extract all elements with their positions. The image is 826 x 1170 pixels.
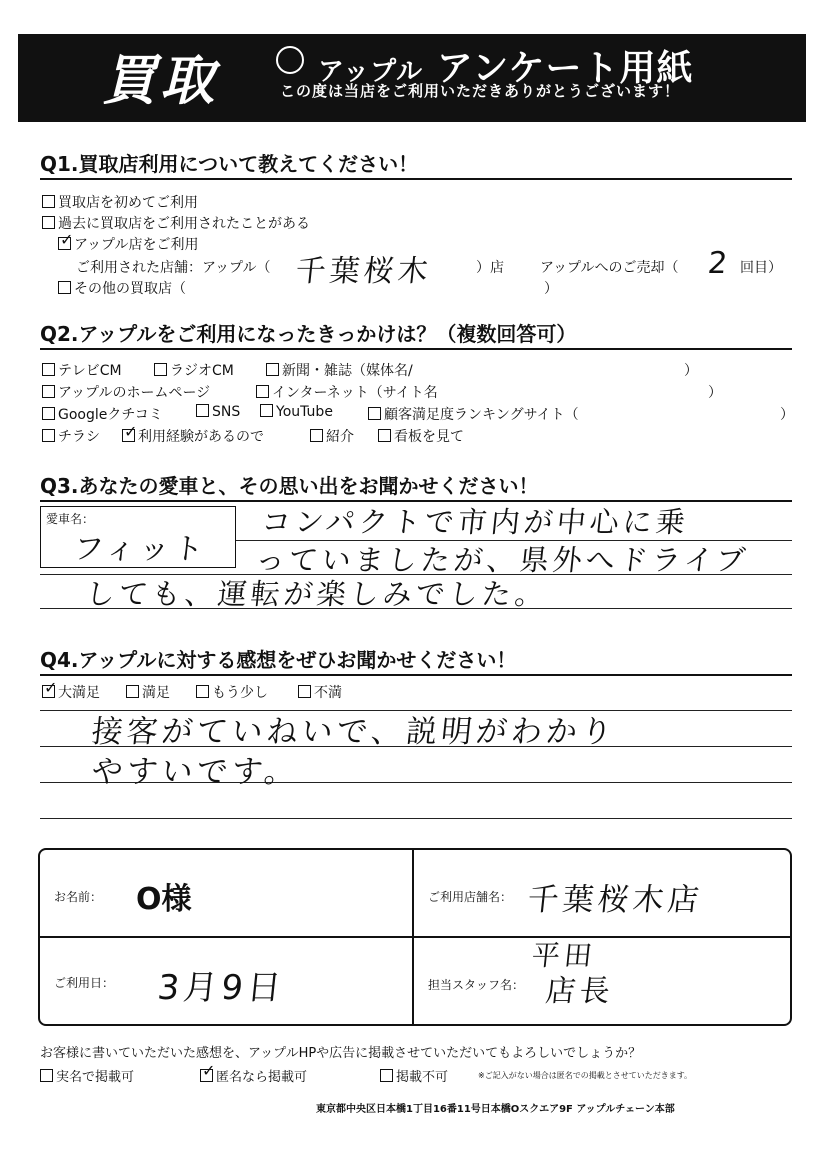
use-date-value[interactable]: 3月9日 (155, 968, 287, 1008)
q1-opt-first-label: 買取店を初めてご利用 (58, 195, 198, 211)
q1-opt-first[interactable] (42, 192, 198, 212)
checkbox[interactable] (42, 429, 55, 442)
q1-store-label: ご利用された店舗：アップル（ (76, 260, 271, 276)
card-divider-horizontal (40, 936, 790, 938)
q2-opt-referral[interactable] (310, 426, 354, 446)
car-name-value[interactable]: フィット (71, 532, 210, 567)
q4-rule (40, 674, 792, 676)
q2-opt-sign-label: 看板を見て (394, 429, 464, 445)
q2-opt-home[interactable] (42, 382, 210, 402)
checkbox[interactable] (380, 1069, 393, 1082)
checkbox[interactable] (154, 363, 167, 376)
checkbox[interactable] (58, 281, 71, 294)
checkbox[interactable] (196, 685, 209, 698)
q2-opt-home-label: アップルのホームページ (58, 385, 211, 401)
q1-sale-suffix: 回目） (740, 260, 782, 276)
car-name-label: 愛車名： (46, 512, 95, 526)
q1-sale-value[interactable]: 2 (706, 246, 733, 281)
q3-title: Q3.あなたの愛車と、その思い出をお聞かせください！ (40, 474, 539, 498)
q4-opt-little-label: もう少し (212, 685, 268, 701)
q2-opt-google-label: Googleクチコミ (58, 407, 163, 423)
header-banner (18, 34, 806, 122)
checkbox[interactable] (42, 195, 55, 208)
name-value[interactable]: O様 (136, 882, 192, 917)
q4-memo-2[interactable]: やすいです。 (89, 754, 302, 790)
q2-opt-sns-label: SNS (212, 404, 241, 420)
name-label: お名前： (54, 890, 103, 904)
q2-opt-internet[interactable] (256, 382, 438, 402)
checkbox[interactable] (42, 385, 55, 398)
q1-opt-other-close: ） (544, 281, 558, 297)
header-brand: アップル (318, 57, 424, 87)
q3-memo-3[interactable]: しても、運転が楽しみでした。 (84, 577, 550, 611)
checkbox[interactable] (196, 404, 209, 417)
q1-opt-past[interactable] (42, 213, 310, 233)
q1-opt-apple-label: アップル店をご利用 (74, 237, 199, 253)
checkbox[interactable] (42, 407, 55, 420)
q2-opt-ranking[interactable] (368, 404, 579, 424)
consent-anon[interactable] (200, 1061, 308, 1085)
customer-info-card (38, 848, 792, 1026)
q4-opt-satisfied-label: 満足 (142, 685, 170, 701)
store-name-label: ご利用店舗名： (428, 890, 513, 904)
consent-question: お客様に書いていただいた感想を、アップルHPや広告に掲載させていただいてもよろしいでしょうか？ (40, 1046, 642, 1061)
checkbox[interactable] (298, 685, 311, 698)
q2-opt-referral-label: 紹介 (326, 429, 354, 445)
checkmark-icon: ✓ (124, 422, 138, 441)
q2-opt-tv-label: テレビCM (58, 363, 122, 379)
checkmark-icon: ✓ (202, 1061, 216, 1080)
use-date-label: ご利用日： (54, 976, 115, 990)
q4-title: Q4.アップルに対する感想をぜひお聞かせください！ (40, 648, 517, 672)
checkbox[interactable] (310, 429, 323, 442)
q2-title: Q2.アップルをご利用になったきっかけは？（複数回答可） (40, 322, 577, 346)
q2-opt-experience[interactable] (122, 422, 264, 446)
q3-memo-1[interactable]: コンパクトで市内が中心に乗 (260, 505, 691, 539)
q4-opt-very[interactable] (42, 678, 100, 702)
checkmark-icon: ✓ (44, 678, 58, 697)
q2-opt-sns[interactable] (196, 404, 240, 420)
checkbox[interactable] (42, 216, 55, 229)
q2-opt-youtube-label: YouTube (276, 404, 333, 420)
checkbox[interactable] (266, 363, 279, 376)
q4-opt-satisfied[interactable] (126, 682, 170, 702)
q1-opt-other-label: その他の買取店（ (74, 281, 186, 297)
q2-opt-news-label: 新聞・雑誌（媒体名/ (282, 363, 413, 379)
q1-opt-apple[interactable] (58, 230, 199, 254)
q1-sale-label: アップルへのご売却（ (540, 260, 679, 276)
store-name-value[interactable]: 千葉桜木店 (525, 882, 705, 918)
q2-opt-google[interactable] (42, 404, 163, 424)
q2-opt-experience-label: 利用経験があるので (138, 429, 264, 445)
q2-opt-flyer-label: チラシ (58, 429, 100, 445)
consent-no[interactable] (380, 1066, 448, 1085)
q2-opt-tv[interactable] (42, 360, 122, 380)
q4-opt-little[interactable] (196, 682, 268, 702)
consent-anon-label: 匿名なら掲載可 (216, 1070, 308, 1085)
consent-real[interactable] (40, 1066, 134, 1085)
q4-opt-unsatisfied-label: 不満 (314, 685, 342, 701)
q1-title: Q1.買取店利用について教えてください！ (40, 152, 419, 176)
q2-opt-news[interactable] (266, 360, 413, 380)
q2-opt-radio[interactable] (154, 360, 234, 380)
checkbox[interactable] (40, 1069, 53, 1082)
consent-note: ※ご記入がない場合は匿名での掲載とさせていただきます。 (478, 1071, 693, 1080)
q4-memo-1[interactable]: 接客がていねいで、説明がわかり (89, 714, 618, 750)
q3-memo-2[interactable]: っていましたが、県外へドライブ (254, 543, 751, 577)
checkmark-icon: ✓ (60, 230, 74, 249)
q4-opt-unsatisfied[interactable] (298, 682, 342, 702)
checkbox[interactable] (126, 685, 139, 698)
consent-no-label: 掲載不可 (396, 1070, 449, 1085)
q1-rule (40, 178, 792, 180)
header-title-text: アンケート用紙 (436, 48, 694, 89)
q2-opt-sign[interactable] (378, 426, 464, 446)
q2-opt-ranking-label: 顧客満足度ランキングサイト（ (384, 407, 579, 423)
q4-memo-line-4 (40, 818, 792, 819)
q2-opt-internet-close: ） (708, 385, 722, 401)
q1-store-suffix: ）店 (476, 260, 504, 276)
q1-opt-past-label: 過去に買取店をご利用されたことがある (58, 216, 310, 232)
checkbox[interactable] (368, 407, 381, 420)
company-address: 東京都中央区日本橋1丁目16番11号日本橋Oスクエア9F アップルチェーン本部 (316, 1104, 675, 1115)
q1-opt-other[interactable] (58, 278, 186, 298)
q1-store-value[interactable]: 千葉桜木 (293, 254, 434, 289)
checkbox[interactable] (42, 363, 55, 376)
q2-opt-ranking-close: ） (780, 407, 794, 423)
staff-name[interactable]: 平田 (530, 939, 598, 972)
q2-opt-internet-label: インターネット（サイト名 (272, 385, 438, 401)
staff-title[interactable]: 店長 (543, 974, 616, 1009)
header-kaitori: 買取 (102, 49, 218, 112)
q2-opt-news-close: ） (684, 363, 698, 379)
q2-rule (40, 348, 792, 350)
header-subtitle: この度は当店をご利用いただきありがとうございます！ (280, 82, 681, 100)
q4-opt-very-label: 大満足 (58, 685, 100, 701)
q2-opt-radio-label: ラジオCM (170, 363, 234, 379)
q2-opt-youtube[interactable] (260, 404, 333, 420)
staff-label: 担当スタッフ名： (428, 978, 525, 992)
checkbox[interactable] (378, 429, 391, 442)
consent-real-label: 実名で掲載可 (56, 1070, 135, 1085)
q2-opt-flyer[interactable] (42, 426, 100, 446)
checkbox[interactable] (256, 385, 269, 398)
checkbox[interactable] (260, 404, 273, 417)
